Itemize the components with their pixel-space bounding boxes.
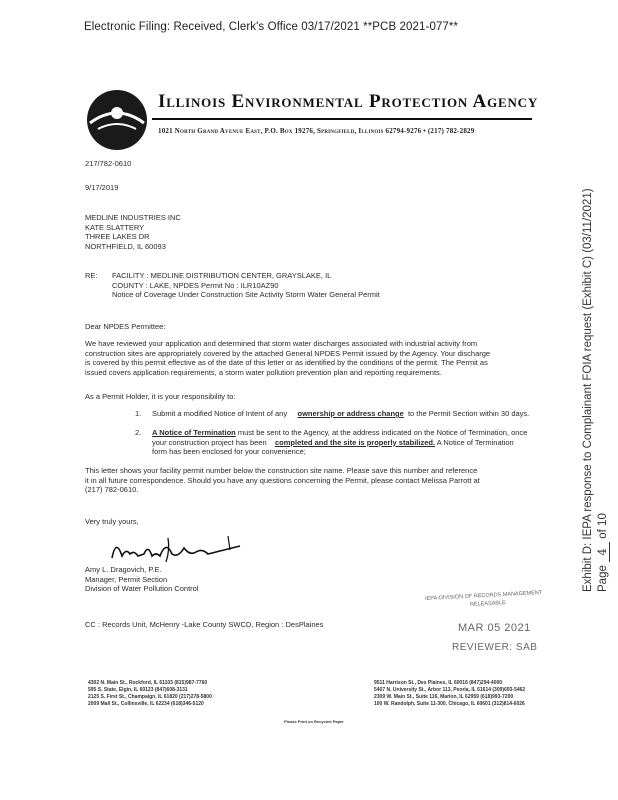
footer-left-addresses — [88, 680, 212, 708]
records-stamp-line2: RELEASABLE — [469, 600, 506, 608]
footer-right-addresses — [374, 680, 525, 708]
recipient-block — [85, 213, 181, 251]
footer-address: 595 S. State, Elgin, IL 60123 (847)608-3131 — [88, 687, 188, 693]
re-facility: FACILITY : MEDLINE DISTRIBUTION CENTER, GRAYSLAKE, IL — [112, 271, 332, 280]
footer-address: 5407 N. University St., Arbor 113, Peoria, IL 61614 (309)693-5462 — [374, 687, 526, 693]
footer-address: 2309 W. Main St., Suite 116, Marion, IL 62959 (618)993-7200 — [374, 694, 514, 700]
re-county: COUNTY : LAKE, NPDES Permit No : ILR10AZ90 — [112, 280, 279, 290]
footer-address: 2009 Mall St., Collinsville, IL 62234 (618)346-5120 — [88, 701, 204, 707]
item2-line3: form has been enclosed for your convenience; — [152, 447, 306, 456]
signer-name: Amy L. Dragovich, P.E. — [85, 565, 162, 574]
recipient-street: THREE LAKES DR — [85, 232, 150, 241]
item2-number: 2. — [135, 428, 142, 437]
recipient-company: MEDLINE INDUSTRIES INC — [85, 213, 181, 222]
exhibit-side-note — [581, 188, 610, 592]
exhibit-page-line — [595, 188, 610, 592]
item1-emphasis: ownership or address change — [297, 409, 404, 418]
cc-line: CC : Records Unit, McHenry -Lake County SWCD, Region : DesPlaines — [85, 620, 324, 629]
iepa-logo-icon — [86, 89, 148, 151]
footer-address: 4302 N. Main St., Rockford, IL 61103 (815)987-7760 — [88, 680, 208, 686]
records-stamp-date: MAR 05 2021 — [458, 622, 531, 634]
para2-line: it in all future correspondence. Should you have any questions concerning the Permit, please contact Melissa Parrott at — [85, 475, 480, 485]
item2-line1: must be sent to the Agency, at the address indicated on the Notice of Termination, once — [237, 428, 528, 437]
re-label: RE: — [85, 271, 98, 280]
para2-line: (217) 782-0610. — [85, 485, 139, 494]
salutation: Dear NPDES Permittee: — [85, 322, 166, 331]
exhibit-page-label: Page — [597, 565, 609, 592]
re-notice: Notice of Coverage Under Construction Site Activity Storm Water General Permit — [112, 290, 380, 299]
item2-line2-post: A Notice of Termination — [436, 437, 514, 447]
re-block — [112, 271, 380, 300]
item1-pre: Submit a modified Notice of Intent of any — [152, 409, 288, 418]
footer-address: 100 W. Randolph, Suite 11-300, Chicago, IL 60601 (312)814-6026 — [374, 701, 525, 707]
header-rule — [152, 118, 532, 120]
para1-line: issued covers application requirements, a storm water pollution prevention plan and reporting requirements. — [85, 367, 442, 377]
item1-text — [152, 409, 529, 419]
records-stamp-line1: IEPA-DIVISION OF RECORDS MANAGEMENT — [424, 589, 543, 603]
phone-ref: 217/782-0610 — [85, 159, 132, 168]
paragraph-review — [85, 339, 555, 377]
item1-post: to the Permit Section within 30 days. — [407, 409, 530, 418]
agency-name: Illinois Environmental Protection Agency — [158, 91, 539, 112]
item2-line2-pre: your construction project has been — [152, 437, 267, 447]
para1-line: is covered by this permit effective as of the date of this letter or as identified by the conditions of the permit. The Permit as — [85, 358, 488, 367]
letter-date: 9/17/2019 — [85, 183, 119, 192]
paragraph-permit-number — [85, 466, 555, 495]
filing-header: Electronic Filing: Received, Clerk's Office 03/17/2021 **PCB 2021-077** — [84, 21, 459, 33]
closing: Very truly yours, — [85, 517, 139, 526]
para1-line: construction sites are appropriately covered by the attached General NPDES Permit issued by the Agency. Your discharge — [85, 348, 491, 358]
recipient-city: NORTHFIELD, IL 60093 — [85, 241, 166, 251]
exhibit-page-number: 4 — [595, 542, 610, 562]
item2-emphasis-stabilized: completed and the site is properly stabilized. — [275, 437, 436, 447]
exhibit-page-of: of 10 — [597, 513, 609, 539]
para2-line: This letter shows your facility permit number below the construction site name. Please save this number and reference — [85, 466, 478, 475]
item1-number: 1. — [135, 409, 142, 418]
handwritten-signature — [108, 530, 248, 566]
footer-address: 9511 Harrison St., Des Plaines, IL 60016 (847)294-4000 — [374, 680, 503, 686]
para1-line: We have reviewed your application and determined that storm water discharges associated with industrial activity from — [85, 339, 478, 348]
item2-emphasis-termination: A Notice of Termination — [152, 428, 236, 437]
item2-text — [152, 428, 527, 457]
agency-address: 1021 North Grand Avenue East, P.O. Box 19276, Springfield, Illinois 62794-9276 • (217) 782-2829 — [158, 127, 475, 135]
signature-block — [85, 565, 199, 594]
footer-address: 2125 S. First St., Champaign, IL 61820 (217)278-5800 — [88, 694, 212, 700]
responsibility-intro: As a Permit Holder, it is your responsibility to: — [85, 392, 236, 401]
footer-note: Please Print on Recycled Paper — [284, 719, 344, 724]
signer-title: Manager, Permit Section — [85, 574, 168, 584]
recipient-name: KATE SLATTERY — [85, 222, 145, 232]
signer-division: Division of Water Pollution Control — [85, 584, 199, 593]
records-stamp-reviewer: REVIEWER: SAB — [452, 642, 538, 653]
exhibit-note-line: Exhibit D: IEPA response to Complainant FOIA request (Exhibit C) (03/11/2021) — [582, 188, 594, 592]
